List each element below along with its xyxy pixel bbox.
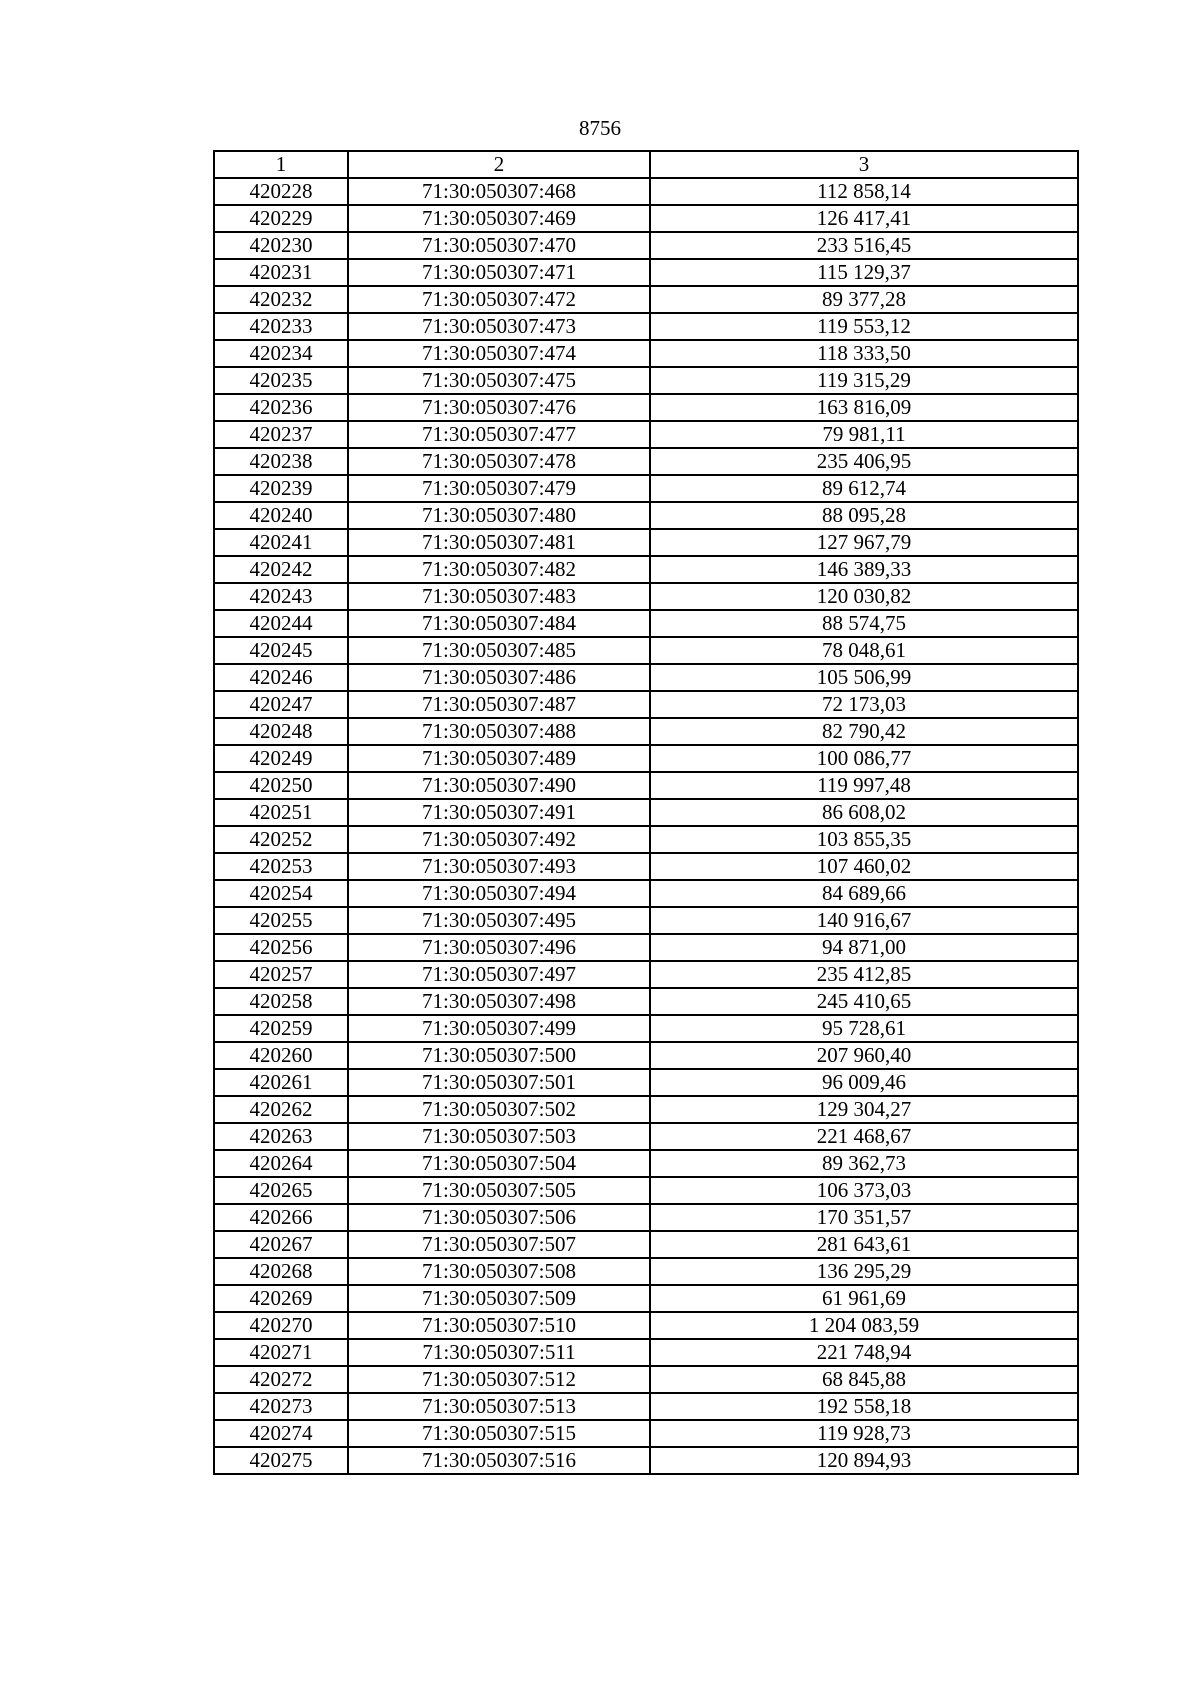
table-row (214, 853, 1078, 880)
cadastral-number-cell: 71:30:050307:505 (348, 1177, 650, 1204)
value-cell: 221 748,94 (650, 1339, 1078, 1366)
value-cell: 119 997,48 (650, 772, 1078, 799)
cadastral-number-cell: 71:30:050307:491 (348, 799, 650, 826)
value-cell: 72 173,03 (650, 691, 1078, 718)
row-number-cell: 420272 (214, 1366, 348, 1393)
table-row (214, 178, 1078, 205)
cadastral-number-cell: 71:30:050307:504 (348, 1150, 650, 1177)
value-cell: 86 608,02 (650, 799, 1078, 826)
table-row (214, 1312, 1078, 1339)
value-cell: 103 855,35 (650, 826, 1078, 853)
value-cell: 106 373,03 (650, 1177, 1078, 1204)
table-row (214, 1177, 1078, 1204)
table-row (214, 664, 1078, 691)
cadastral-number-cell: 71:30:050307:475 (348, 367, 650, 394)
table-row (214, 502, 1078, 529)
value-cell: 119 553,12 (650, 313, 1078, 340)
cadastral-number-cell: 71:30:050307:489 (348, 745, 650, 772)
value-cell: 127 967,79 (650, 529, 1078, 556)
cadastral-number-cell: 71:30:050307:507 (348, 1231, 650, 1258)
row-number-cell: 420253 (214, 853, 348, 880)
cadastral-number-cell: 71:30:050307:469 (348, 205, 650, 232)
cadastral-number-cell: 71:30:050307:492 (348, 826, 650, 853)
row-number-cell: 420230 (214, 232, 348, 259)
table-row (214, 394, 1078, 421)
row-number-cell: 420247 (214, 691, 348, 718)
cadastral-number-cell: 71:30:050307:498 (348, 988, 650, 1015)
cadastral-number-cell: 71:30:050307:479 (348, 475, 650, 502)
cadastral-number-cell: 71:30:050307:515 (348, 1420, 650, 1447)
value-cell: 120 894,93 (650, 1447, 1078, 1474)
cadastral-number-cell: 71:30:050307:499 (348, 1015, 650, 1042)
value-cell: 140 916,67 (650, 907, 1078, 934)
table-row (214, 1015, 1078, 1042)
table-row (214, 529, 1078, 556)
value-cell: 281 643,61 (650, 1231, 1078, 1258)
value-cell: 84 689,66 (650, 880, 1078, 907)
cadastral-number-cell: 71:30:050307:470 (348, 232, 650, 259)
cadastral-number-cell: 71:30:050307:501 (348, 1069, 650, 1096)
value-cell: 245 410,65 (650, 988, 1078, 1015)
table-row (214, 1339, 1078, 1366)
row-number-cell: 420237 (214, 421, 348, 448)
cadastral-number-cell: 71:30:050307:468 (348, 178, 650, 205)
cadastral-number-cell: 71:30:050307:506 (348, 1204, 650, 1231)
table-row (214, 1366, 1078, 1393)
table-row (214, 556, 1078, 583)
table-row (214, 259, 1078, 286)
row-number-cell: 420250 (214, 772, 348, 799)
row-number-cell: 420235 (214, 367, 348, 394)
table-row (214, 205, 1078, 232)
value-cell: 89 377,28 (650, 286, 1078, 313)
value-cell: 78 048,61 (650, 637, 1078, 664)
cadastral-number-cell: 71:30:050307:502 (348, 1096, 650, 1123)
row-number-cell: 420243 (214, 583, 348, 610)
row-number-cell: 420264 (214, 1150, 348, 1177)
registry-table (213, 150, 1079, 1475)
value-cell: 96 009,46 (650, 1069, 1078, 1096)
row-number-cell: 420261 (214, 1069, 348, 1096)
table-row (214, 880, 1078, 907)
value-cell: 89 612,74 (650, 475, 1078, 502)
row-number-cell: 420270 (214, 1312, 348, 1339)
table-row (214, 907, 1078, 934)
row-number-cell: 420265 (214, 1177, 348, 1204)
value-cell: 146 389,33 (650, 556, 1078, 583)
cadastral-number-cell: 71:30:050307:503 (348, 1123, 650, 1150)
header-cell-2: 2 (348, 151, 650, 178)
value-cell: 115 129,37 (650, 259, 1078, 286)
cadastral-number-cell: 71:30:050307:508 (348, 1258, 650, 1285)
row-number-cell: 420273 (214, 1393, 348, 1420)
table-row (214, 610, 1078, 637)
row-number-cell: 420240 (214, 502, 348, 529)
row-number-cell: 420275 (214, 1447, 348, 1474)
cadastral-number-cell: 71:30:050307:486 (348, 664, 650, 691)
table-row (214, 1123, 1078, 1150)
table-row (214, 421, 1078, 448)
cadastral-number-cell: 71:30:050307:512 (348, 1366, 650, 1393)
row-number-cell: 420246 (214, 664, 348, 691)
value-cell: 105 506,99 (650, 664, 1078, 691)
header-cell-1: 1 (214, 151, 348, 178)
row-number-cell: 420269 (214, 1285, 348, 1312)
cadastral-number-cell: 71:30:050307:477 (348, 421, 650, 448)
value-cell: 112 858,14 (650, 178, 1078, 205)
cadastral-number-cell: 71:30:050307:500 (348, 1042, 650, 1069)
value-cell: 136 295,29 (650, 1258, 1078, 1285)
value-cell: 207 960,40 (650, 1042, 1078, 1069)
cadastral-number-cell: 71:30:050307:490 (348, 772, 650, 799)
row-number-cell: 420232 (214, 286, 348, 313)
row-number-cell: 420252 (214, 826, 348, 853)
cadastral-number-cell: 71:30:050307:513 (348, 1393, 650, 1420)
cadastral-number-cell: 71:30:050307:487 (348, 691, 650, 718)
table-row (214, 1447, 1078, 1474)
table-row (214, 313, 1078, 340)
table-row (214, 1285, 1078, 1312)
row-number-cell: 420258 (214, 988, 348, 1015)
table-row (214, 961, 1078, 988)
value-cell: 88 095,28 (650, 502, 1078, 529)
value-cell: 192 558,18 (650, 1393, 1078, 1420)
row-number-cell: 420263 (214, 1123, 348, 1150)
value-cell: 107 460,02 (650, 853, 1078, 880)
table-row (214, 1096, 1078, 1123)
table-row (214, 475, 1078, 502)
table-row (214, 583, 1078, 610)
cadastral-number-cell: 71:30:050307:482 (348, 556, 650, 583)
row-number-cell: 420259 (214, 1015, 348, 1042)
row-number-cell: 420238 (214, 448, 348, 475)
cadastral-number-cell: 71:30:050307:472 (348, 286, 650, 313)
table-row (214, 1204, 1078, 1231)
row-number-cell: 420271 (214, 1339, 348, 1366)
value-cell: 129 304,27 (650, 1096, 1078, 1123)
value-cell: 94 871,00 (650, 934, 1078, 961)
value-cell: 235 412,85 (650, 961, 1078, 988)
row-number-cell: 420233 (214, 313, 348, 340)
value-cell: 119 315,29 (650, 367, 1078, 394)
table-row (214, 1150, 1078, 1177)
value-cell: 126 417,41 (650, 205, 1078, 232)
cadastral-number-cell: 71:30:050307:485 (348, 637, 650, 664)
cadastral-number-cell: 71:30:050307:494 (348, 880, 650, 907)
row-number-cell: 420234 (214, 340, 348, 367)
row-number-cell: 420251 (214, 799, 348, 826)
table-row (214, 1042, 1078, 1069)
row-number-cell: 420236 (214, 394, 348, 421)
table-row (214, 934, 1078, 961)
cadastral-number-cell: 71:30:050307:483 (348, 583, 650, 610)
row-number-cell: 420242 (214, 556, 348, 583)
table-row (214, 988, 1078, 1015)
cadastral-number-cell: 71:30:050307:476 (348, 394, 650, 421)
cadastral-number-cell: 71:30:050307:478 (348, 448, 650, 475)
table-header-row (214, 151, 1078, 178)
table-row (214, 340, 1078, 367)
cadastral-number-cell: 71:30:050307:497 (348, 961, 650, 988)
row-number-cell: 420267 (214, 1231, 348, 1258)
value-cell: 61 961,69 (650, 1285, 1078, 1312)
cadastral-number-cell: 71:30:050307:474 (348, 340, 650, 367)
value-cell: 79 981,11 (650, 421, 1078, 448)
cadastral-number-cell: 71:30:050307:481 (348, 529, 650, 556)
row-number-cell: 420260 (214, 1042, 348, 1069)
table-row (214, 799, 1078, 826)
value-cell: 118 333,50 (650, 340, 1078, 367)
table-row (214, 286, 1078, 313)
row-number-cell: 420244 (214, 610, 348, 637)
table-row (214, 1420, 1078, 1447)
table-row (214, 232, 1078, 259)
row-number-cell: 420257 (214, 961, 348, 988)
table-body (214, 151, 1078, 1474)
row-number-cell: 420239 (214, 475, 348, 502)
table-row (214, 826, 1078, 853)
cadastral-number-cell: 71:30:050307:511 (348, 1339, 650, 1366)
table-row (214, 1258, 1078, 1285)
value-cell: 89 362,73 (650, 1150, 1078, 1177)
value-cell: 100 086,77 (650, 745, 1078, 772)
table-row (214, 637, 1078, 664)
row-number-cell: 420255 (214, 907, 348, 934)
table-row (214, 691, 1078, 718)
table-row (214, 1393, 1078, 1420)
value-cell: 68 845,88 (650, 1366, 1078, 1393)
cadastral-number-cell: 71:30:050307:473 (348, 313, 650, 340)
row-number-cell: 420256 (214, 934, 348, 961)
cadastral-number-cell: 71:30:050307:493 (348, 853, 650, 880)
cadastral-number-cell: 71:30:050307:510 (348, 1312, 650, 1339)
cadastral-number-cell: 71:30:050307:471 (348, 259, 650, 286)
row-number-cell: 420241 (214, 529, 348, 556)
row-number-cell: 420228 (214, 178, 348, 205)
value-cell: 120 030,82 (650, 583, 1078, 610)
value-cell: 1 204 083,59 (650, 1312, 1078, 1339)
row-number-cell: 420229 (214, 205, 348, 232)
row-number-cell: 420249 (214, 745, 348, 772)
row-number-cell: 420245 (214, 637, 348, 664)
row-number-cell: 420254 (214, 880, 348, 907)
cadastral-number-cell: 71:30:050307:495 (348, 907, 650, 934)
cadastral-number-cell: 71:30:050307:496 (348, 934, 650, 961)
value-cell: 82 790,42 (650, 718, 1078, 745)
cadastral-number-cell: 71:30:050307:484 (348, 610, 650, 637)
row-number-cell: 420248 (214, 718, 348, 745)
row-number-cell: 420231 (214, 259, 348, 286)
value-cell: 119 928,73 (650, 1420, 1078, 1447)
value-cell: 235 406,95 (650, 448, 1078, 475)
cadastral-number-cell: 71:30:050307:516 (348, 1447, 650, 1474)
value-cell: 233 516,45 (650, 232, 1078, 259)
header-cell-3: 3 (650, 151, 1078, 178)
table-row (214, 745, 1078, 772)
cadastral-number-cell: 71:30:050307:509 (348, 1285, 650, 1312)
value-cell: 88 574,75 (650, 610, 1078, 637)
value-cell: 221 468,67 (650, 1123, 1078, 1150)
table-row (214, 1069, 1078, 1096)
value-cell: 163 816,09 (650, 394, 1078, 421)
cadastral-number-cell: 71:30:050307:480 (348, 502, 650, 529)
row-number-cell: 420262 (214, 1096, 348, 1123)
row-number-cell: 420268 (214, 1258, 348, 1285)
cadastral-number-cell: 71:30:050307:488 (348, 718, 650, 745)
value-cell: 95 728,61 (650, 1015, 1078, 1042)
table-row (214, 448, 1078, 475)
row-number-cell: 420274 (214, 1420, 348, 1447)
row-number-cell: 420266 (214, 1204, 348, 1231)
table-row (214, 1231, 1078, 1258)
table-row (214, 772, 1078, 799)
page-number: 8756 (579, 116, 621, 140)
table-row (214, 367, 1078, 394)
value-cell: 170 351,57 (650, 1204, 1078, 1231)
table-row (214, 718, 1078, 745)
